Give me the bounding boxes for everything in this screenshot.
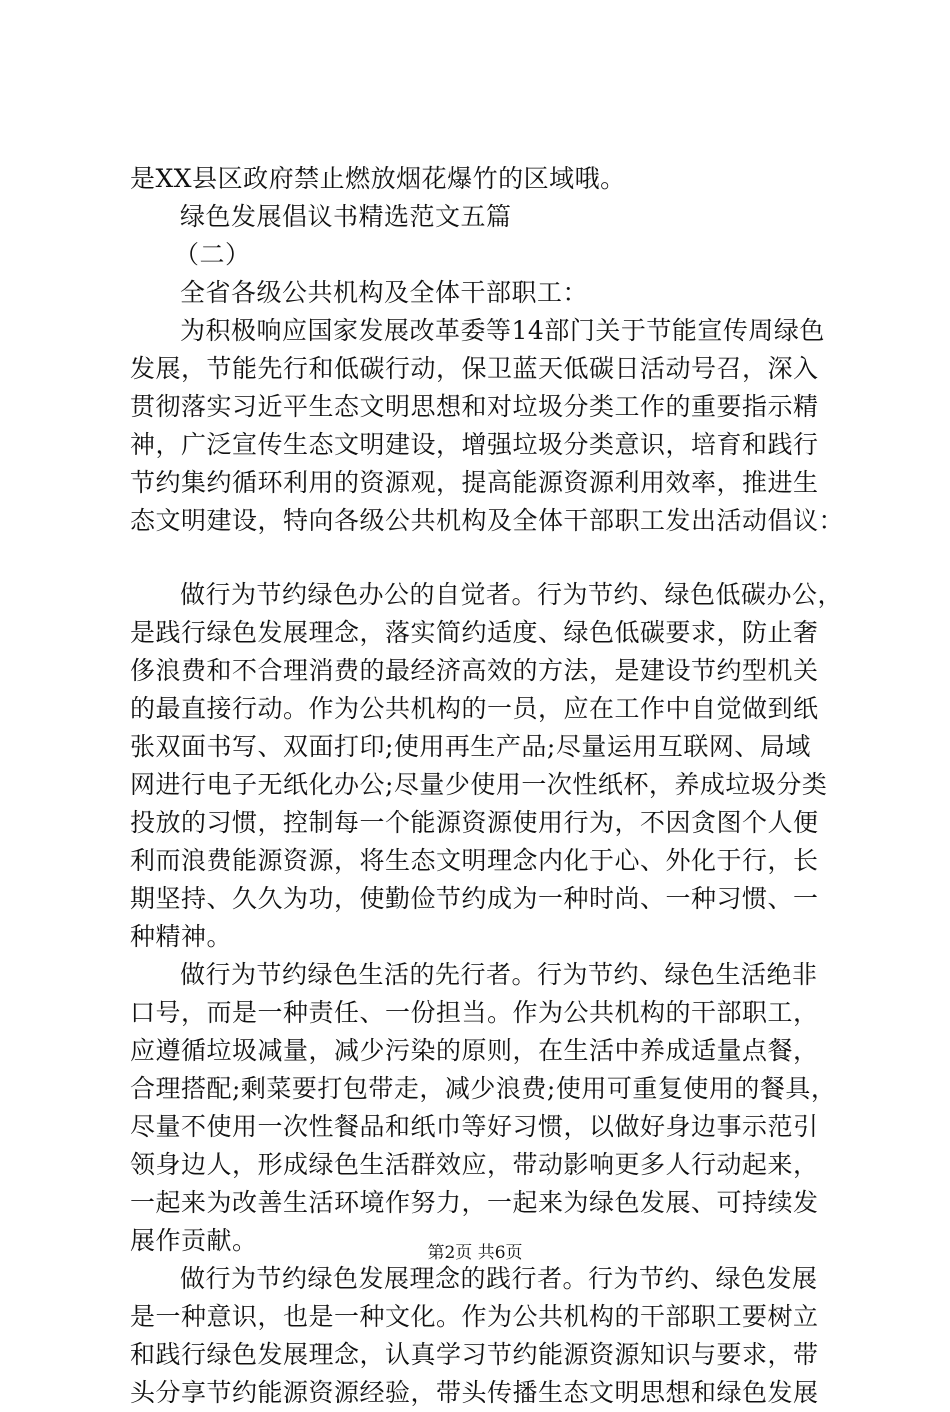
text-line: 一起来为改善生活环境作努力，一起来为绿色发展、可持续发 bbox=[130, 1188, 819, 1217]
text-line: 是践行绿色发展理念，落实简约适度、绿色低碳要求，防止奢 bbox=[130, 618, 819, 647]
salutation: 全省各级公共机构及全体干部职工： bbox=[180, 278, 589, 307]
text-line: 侈浪费和不合理消费的最经济高效的方法，是建设节约型机关 bbox=[130, 656, 819, 685]
text-line: 发展，节能先行和低碳行动，保卫蓝天低碳日活动号召，深入 bbox=[130, 354, 819, 383]
text-line: 贯彻落实习近平生态文明思想和对垃圾分类工作的重要指示精 bbox=[130, 392, 819, 421]
text-line: 合理搭配;剩菜要打包带走，减少浪费;使用可重复使用的餐具， bbox=[130, 1074, 837, 1103]
paragraph-gap bbox=[130, 540, 830, 576]
text-line: 种精神。 bbox=[130, 922, 233, 951]
text-line: 期坚持、久久为功，使勤俭节约成为一种时尚、一种习惯、一 bbox=[130, 884, 819, 913]
text-line: 尽量不使用一次性餐品和纸巾等好习惯，以做好身边事示范引 bbox=[130, 1112, 819, 1141]
text-line: 展作贡献。 bbox=[130, 1226, 258, 1255]
text-line: 应遵循垃圾减量，减少污染的原则，在生活中养成适量点餐， bbox=[130, 1036, 819, 1065]
text-line: 做行为节约绿色发展理念的践行者。行为节约、绿色发展 bbox=[180, 1264, 818, 1293]
text-line: 头分享节约能源资源经验，带头传播生态文明思想和绿色发展 bbox=[130, 1378, 819, 1407]
text-line: 网进行电子无纸化办公;尽量少使用一次性纸杯，养成垃圾分类 bbox=[130, 770, 828, 799]
text-line: 口号，而是一种责任、一份担当。作为公共机构的干部职工， bbox=[130, 998, 819, 1027]
document-body bbox=[130, 160, 845, 1412]
text-line: 态文明建设，特向各级公共机构及全体干部职工发出活动倡议： bbox=[130, 506, 845, 535]
section-title: 绿色发展倡议书精选范文五篇 bbox=[180, 202, 512, 231]
text-line: 和践行绿色发展理念，认真学习节约能源资源知识与要求，带 bbox=[130, 1340, 819, 1369]
section-number: （二） bbox=[174, 240, 251, 269]
text-line: 领身边人，形成绿色生活群效应，带动影响更多人行动起来， bbox=[130, 1150, 819, 1179]
text-line: 做行为节约绿色办公的自觉者。行为节约、绿色低碳办公， bbox=[180, 580, 844, 609]
text-line: 为积极响应国家发展改革委等14部门关于节能宣传周绿色 bbox=[180, 316, 825, 345]
text-line: 做行为节约绿色生活的先行者。行为节约、绿色生活绝非 bbox=[180, 960, 818, 989]
page-number: 第2页 共6页 bbox=[427, 1243, 523, 1263]
text-line: 是一种意识，也是一种文化。作为公共机构的干部职工要树立 bbox=[130, 1302, 819, 1331]
text-line: 神，广泛宣传生态文明建设，增强垃圾分类意识，培育和践行 bbox=[130, 430, 819, 459]
text-line: 张双面书写、双面打印;使用再生产品;尽量运用互联网、局域 bbox=[130, 732, 811, 761]
text-line: 是XX县区政府禁止燃放烟花爆竹的区域哦。 bbox=[130, 164, 626, 193]
text-line: 的最直接行动。作为公共机构的一员，应在工作中自觉做到纸 bbox=[130, 694, 819, 723]
text-line: 节约集约循环利用的资源观，提高能源资源利用效率，推进生 bbox=[130, 468, 819, 497]
text-line: 投放的习惯，控制每一个能源资源使用行为，不因贪图个人便 bbox=[130, 808, 819, 837]
text-line: 利而浪费能源资源，将生态文明理念内化于心、外化于行，长 bbox=[130, 846, 819, 875]
